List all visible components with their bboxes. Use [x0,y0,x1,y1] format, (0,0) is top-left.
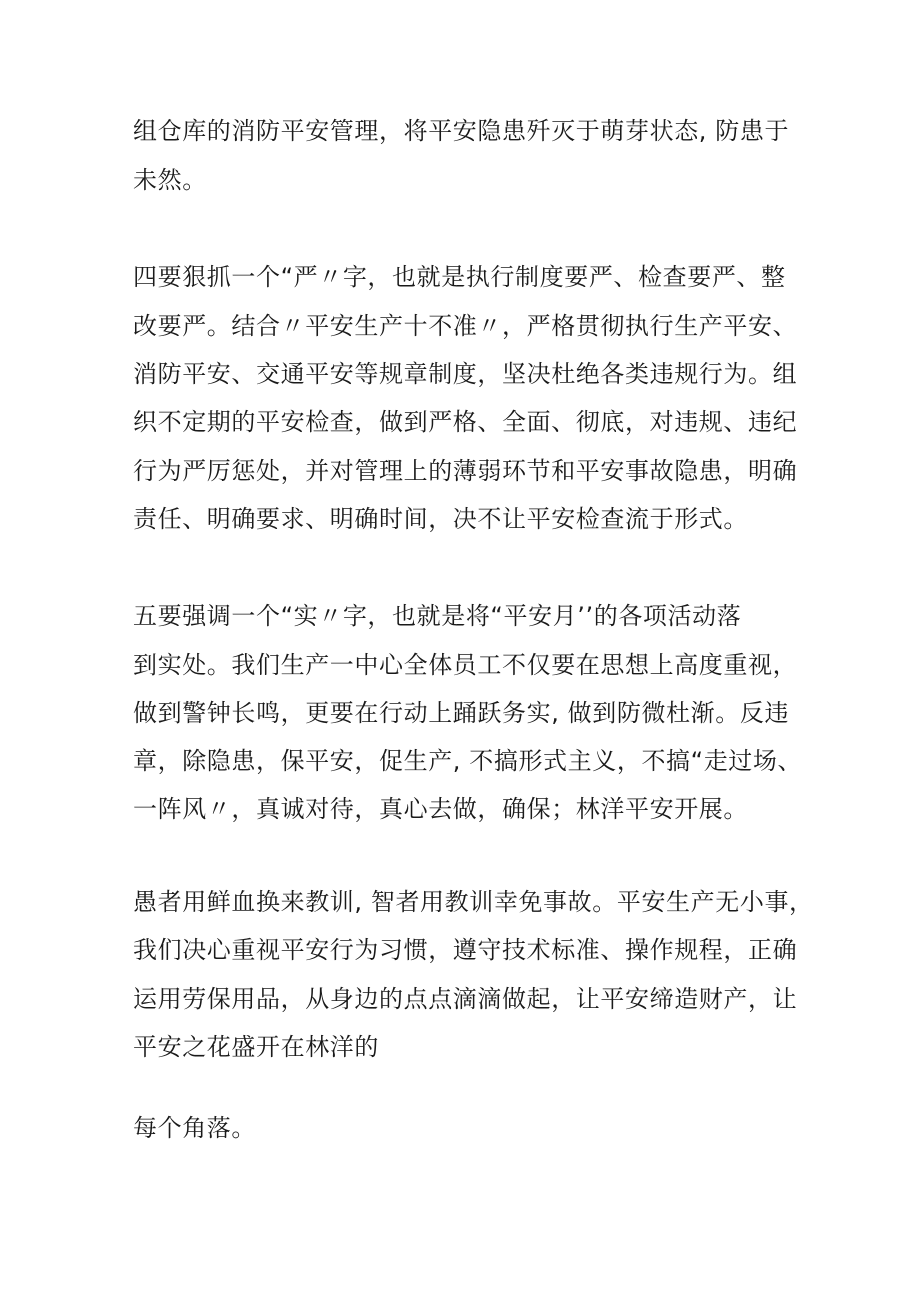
text-line: 消防平安、交通平安等规章制度，坚决杜绝各类违规行为。组 [133,360,798,388]
text-line: 我们决心重视平安行为习惯，遵守技术标准、操作规程，正确 [133,936,798,964]
text-line: 一阵风〃，真诚对待，真心去做，确保；林洋平安开展。 [133,795,748,823]
text-line: 每个角落。 [133,1114,256,1142]
text-line: 四要狠抓一个“严〃字，也就是执行制度要严、检查要严、整 [133,263,786,291]
text-line: 行为严厉惩处，并对管理上的薄弱环节和平安事故隐患，明确 [133,457,798,485]
text-line: 做到警钟长鸣，更要在行动上踊跃务实, 做到防微杜渐。反违 [133,699,790,727]
text-line: 愚者用鲜血换来教训, 智者用教训幸免事故。平安生产无小事， [133,888,814,916]
text-line: 到实处。我们生产一中心全体员工不仅要在思想上高度重视， [133,651,798,679]
text-line: 五要强调一个“实〃字，也就是将“平安月’’的各项活动落 [133,602,742,630]
text-line: 责任、明确要求、明确时间，决不让平安检查流于形式。 [133,505,748,533]
text-line: 平安之花盛开在林洋的 [133,1033,379,1061]
text-line: 组仓库的消防平安管理，将平安隐患歼灭于萌芽状态, 防患于 [133,117,790,145]
text-line: 改要严。结合〃平安生产十不准〃，严格贯彻执行生产平安、 [133,312,798,340]
text-line: 运用劳保用品，从身边的点点滴滴做起，让平安缔造财产，让 [133,985,798,1013]
text-line: 章，除隐患，保平安，促生产, 不搞形式主义，不搞“走过场、 [133,747,803,775]
text-line: 织不定期的平安检查，做到严格、全面、彻底，对违规、违纪 [133,408,798,436]
text-line: 未然。 [133,166,207,194]
